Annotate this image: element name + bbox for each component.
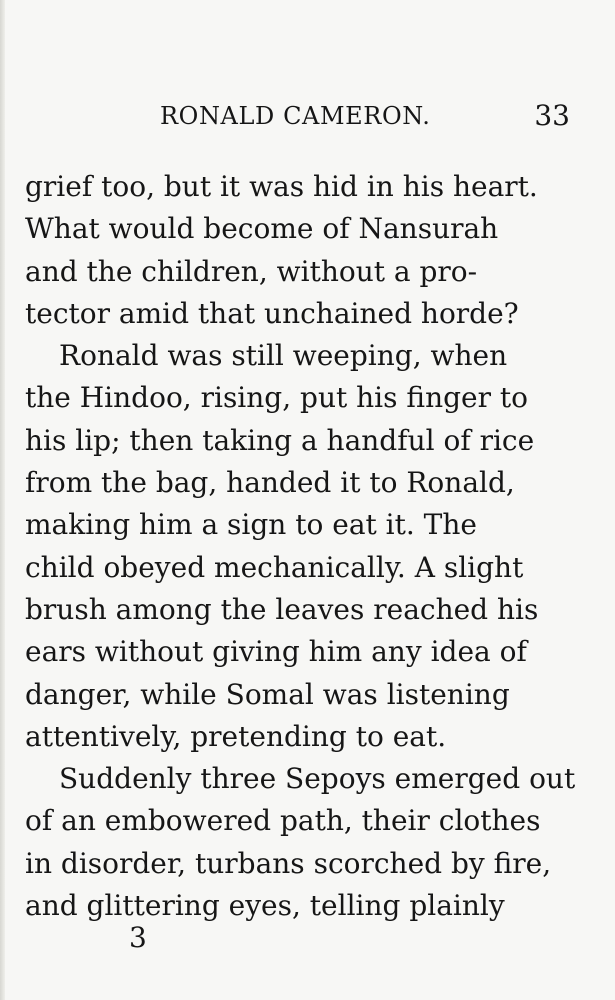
body-text	[25, 166, 576, 927]
text-line-12: ears without giving him any idea of	[25, 635, 527, 669]
text-line-15: Suddenly three Sepoys emerged out	[59, 762, 576, 796]
page-edge	[0, 0, 5, 1000]
text-line-2: What would become of Nansurah	[25, 212, 499, 246]
text-line-3: and the children, without a pro-	[25, 254, 478, 288]
text-line-14: attentively, pretending to eat.	[25, 719, 447, 753]
text-line-17: in disorder, turbans scorched by fire,	[25, 846, 552, 880]
page-number: 33	[534, 99, 570, 132]
text-line-8: from the bag, handed it to Ronald,	[25, 466, 515, 500]
text-line-10: child obeyed mechanically. A slight	[25, 550, 524, 584]
signature-mark: 3	[129, 921, 147, 954]
text-line-7: his lip; then taking a handful of rice	[25, 423, 535, 457]
text-line-16: of an embowered path, their clothes	[25, 804, 541, 838]
running-title: RONALD CAMERON.	[160, 102, 431, 130]
text-line-11: brush among the leaves reached his	[25, 592, 539, 626]
running-head	[0, 98, 615, 134]
text-line-9: making him a sign to eat it. The	[25, 508, 477, 542]
text-line-5: Ronald was still weeping, when	[59, 339, 508, 373]
text-line-1: grief too, but it was hid in his heart.	[25, 170, 538, 203]
text-line-6: the Hindoo, rising, put his finger to	[25, 381, 528, 415]
text-line-13: danger, while Somal was listening	[25, 677, 510, 711]
text-line-4: tector amid that unchained horde?	[25, 296, 519, 330]
text-line-18: and glittering eyes, telling plainly	[25, 889, 505, 923]
